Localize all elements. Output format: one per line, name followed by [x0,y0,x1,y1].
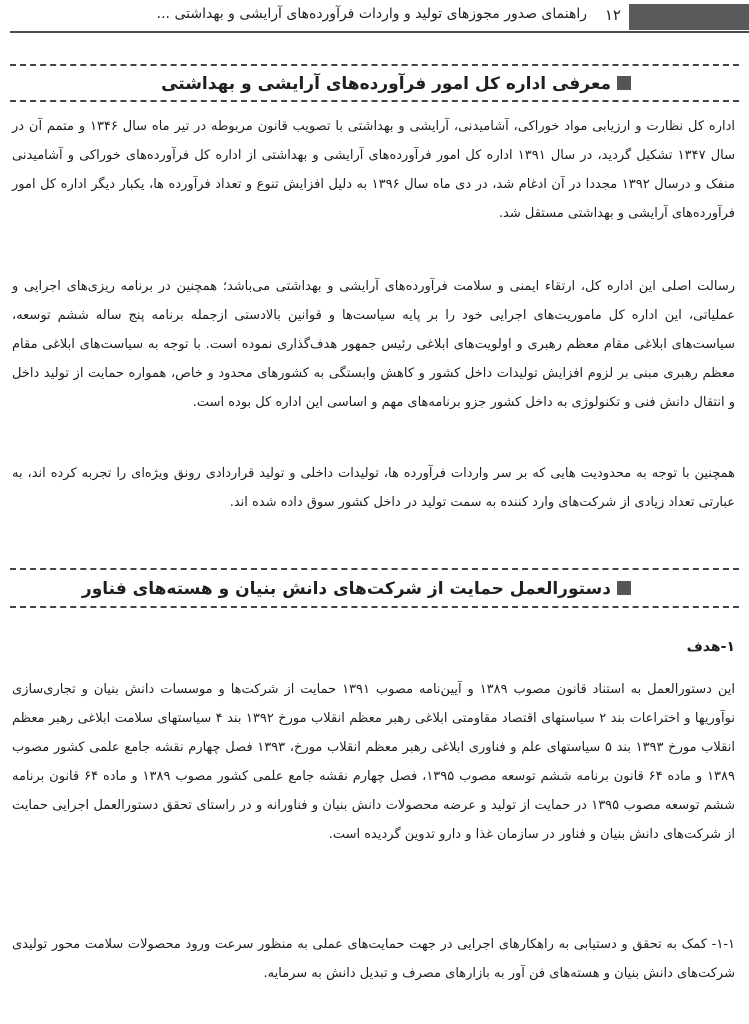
section-divider [10,606,739,608]
section-heading-text: دستورالعمل حمایت از شرکت‌های دانش بنیان و هسته‌های فناور [81,579,611,599]
body-paragraph: این دستورالعمل به استناد قانون مصوب ۱۳۸۹ و آیین‌نامه مصوب ۱۳۹۱ حمایت از شرکت‌ها و موسسات دانش بنیان و تجاری‌سازی نوآوریها و اختراعات بند ۲ سیاستهای اقتصاد مقاومتی ابلاغی رهبر معظم انقلاب مورخ ۱۳۹۲ بند ۴ سیاستهای سلامت ابلاغی رهبر معظم انقلاب مورخ ۱۳۹۳ بند ۵ سیاستهای علم و فناوری ابلاغی رهبر معظم انقلاب مورخ، ۱۳۹۳ فصل چهارم نقشه جامع علمی کشور مصوب ۱۳۸۹ و ماده ۶۴ قانون برنامه ششم توسعه مصوب ۱۳۹۵، فصل چهارم نقشه جامع علمی کشور مصوب ۱۳۸۹ و ماده ۶۴ قانون برنامه ششم توسعه مصوب ۱۳۹۵ در حمایت از تولید و عرضه محصولات دانش بنیان و فناورانه و در راستای تحقق دستورالعمل اجرایی حمایت از شرکت‌های دانش بنیان و فناور در سازمان غذا و دارو تدوین گردیده است. [12,682,736,842]
section-divider [10,568,739,570]
heading-square-icon [617,76,631,90]
section-heading [161,74,631,94]
body-paragraph: اداره کل نظارت و ارزیابی مواد خوراکی، آشامیدنی، آرایشی و بهداشتی با تصویب قانون مربوطه در تیر ماه سال ۱۳۴۶ و متمم آن در سال ۱۳۴۷ تشکیل گردید، در سال ۱۳۹۱ اداره کل امور فرآورده‌های آرایشی و بهداشتی از اداره کل فرآورده‌های خوراکی و آشامیدنی منفک و درسال ۱۳۹۲ مجددا در آن ادغام شد، در دی ماه سال ۱۳۹۶ به دلیل افزایش تنوع و تعداد فرآورده ها، یکبار دیگر اداره کل امور فرآورده‌های آرایشی و بهداشتی مستقل شد. [12,119,735,221]
page-number: ۱۲ [604,6,621,24]
heading-square-icon [617,581,631,595]
body-paragraph: رسالت اصلی این اداره کل، ارتقاء ایمنی و سلامت فرآورده‌های آرایشی و بهداشتی می‌باشد؛ همچنین در برنامه ریزی‌های اجرایی و عملیاتی، این اداره کل ماموریت‌های اجرایی خود را بر پایه سیاست‌ها و قوانین بالادستی ازجمله برنامه پنج ساله ششم توسعه، سیاست‌های ابلاغی مقام معظم رهبری و اولویت‌های ابلاغی رئیس جمهور هدف‌گذاری نموده است. با توجه به سیاست‌های ابلاغی مقام معظم رهبری مبنی بر لزوم افزایش تولیدات داخل کشور و کاهش وابستگی به کشورهای محدود و خاص، همواره حمایت از تولید داخل و انتقال دانش فنی و تکنولوژی به داخل کشور جزو برنامه‌های مهم و اساسی این اداره کل بوده است. [12,279,735,410]
running-title: راهنمای صدور مجوزهای تولید و واردات فرآورده‌های آرایشی و بهداشتی ... [156,6,587,22]
section-divider [10,100,739,102]
header-rule [10,31,749,33]
page-header [0,0,749,34]
section-divider [10,64,739,66]
section-heading-text: معرفی اداره کل امور فرآورده‌های آرایشی و بهداشتی [161,74,611,94]
header-tab-bar [629,4,749,30]
subsection-heading: ۱-هدف [686,639,735,655]
body-paragraph: همچنین با توجه به محدودیت هایی که بر سر واردات فرآورده ها، تولیدات داخلی و تولید قراردادی رونق ویژه‌ای را تجربه کرده اند، به عبارتی تعداد زیادی از شرکت‌های وارد کننده به سمت تولید در داخل کشور سوق داده شده اند. [12,466,735,510]
section-heading [82,579,631,599]
body-paragraph: ۱-۱- کمک به تحقق و دستیابی به راهکارهای اجرایی در جهت حمایت‌های عملی به منظور سرعت ورود محصولات سلامت محور تولیدی شرکت‌های دانش بنیان و هسته‌های فن آور به بازارهای مصرف و تبدیل دانش به سرمایه. [12,937,735,981]
